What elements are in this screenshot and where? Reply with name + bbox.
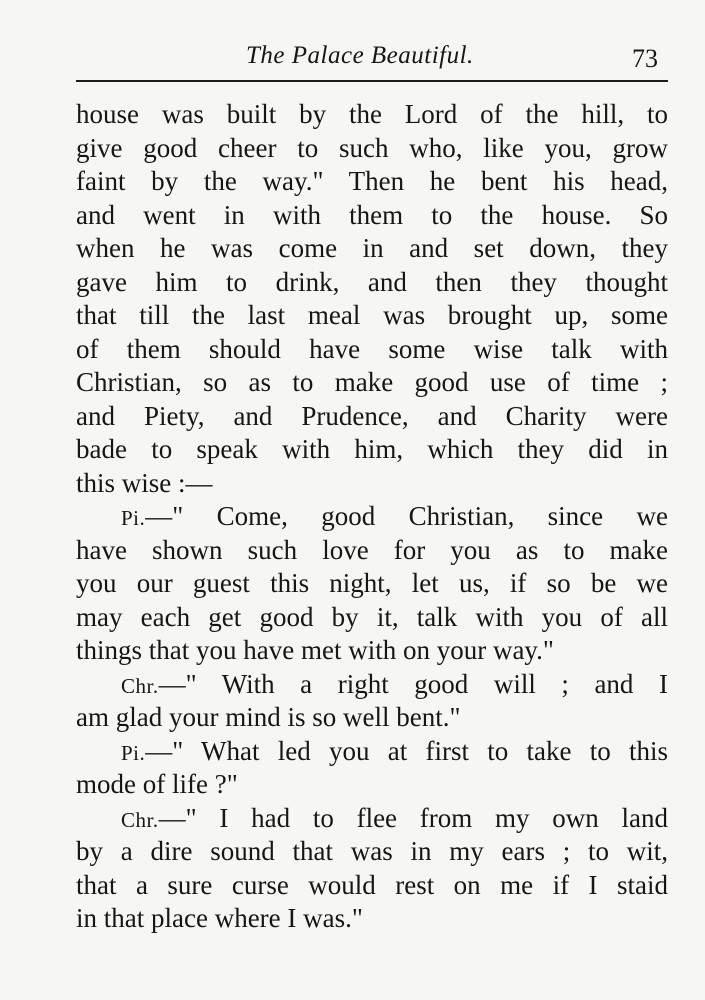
text-line: things that you have met with on your way."	[76, 635, 554, 665]
body-text	[76, 98, 668, 936]
dialogue-line	[76, 802, 668, 836]
text-line: gave him to drink, and then they thought	[76, 266, 668, 297]
text-line: Christian, so as to make good use of time ;	[76, 367, 668, 397]
text-line: give good cheer to such who, like you, grow	[76, 132, 668, 163]
text-line: mode of life ?"	[76, 769, 238, 799]
running-title: The Palace Beautiful.	[246, 42, 474, 69]
text-line: and Piety, and Prudence, and Charity were	[76, 400, 668, 431]
speaker-label: Chr.	[121, 673, 159, 698]
text-line: am glad your mind is so well bent."	[76, 702, 461, 732]
text-line: by a dire sound that was in my ears ; to wit,	[76, 836, 668, 866]
text-line: this wise :—	[76, 467, 213, 498]
speaker-label: Pi.	[121, 506, 146, 530]
text-line: and went in with them to the house. So	[76, 199, 668, 230]
text-line: when he was come in and set down, they	[76, 233, 668, 263]
running-head	[0, 38, 705, 78]
dialogue-text: —" With a right good will ; and I	[158, 668, 668, 699]
text-line: faint by the way." Then he bent his head,	[76, 166, 668, 196]
dialogue-line	[76, 668, 668, 702]
dialogue-line	[76, 500, 668, 534]
page-number: 73	[632, 44, 658, 73]
text-line: that till the last meal was brought up, some	[76, 300, 668, 330]
text-line: that a sure curse would rest on me if I staid	[76, 869, 668, 900]
dialogue-text: —" Come, good Christian, since we	[145, 501, 668, 531]
text-line: have shown such love for you as to make	[76, 534, 668, 565]
text-line: in that place where I was."	[76, 903, 363, 933]
dialogue-text: —" I had to flee from my own land	[158, 802, 668, 833]
text-line: may each get good by it, talk with you of all	[76, 601, 668, 632]
text-line: bade to speak with him, which they did in	[76, 434, 668, 464]
dialogue-line	[76, 735, 668, 769]
header-rule	[76, 80, 668, 82]
dialogue-text: —" What led you at first to take to this	[145, 735, 668, 766]
text-line: of them should have some wise talk with	[76, 333, 668, 364]
text-line: house was built by the Lord of the hill, to	[76, 99, 668, 129]
speaker-label: Chr.	[121, 807, 159, 832]
text-line: you our guest this night, let us, if so be we	[76, 568, 668, 598]
speaker-label: Pi.	[121, 740, 146, 765]
